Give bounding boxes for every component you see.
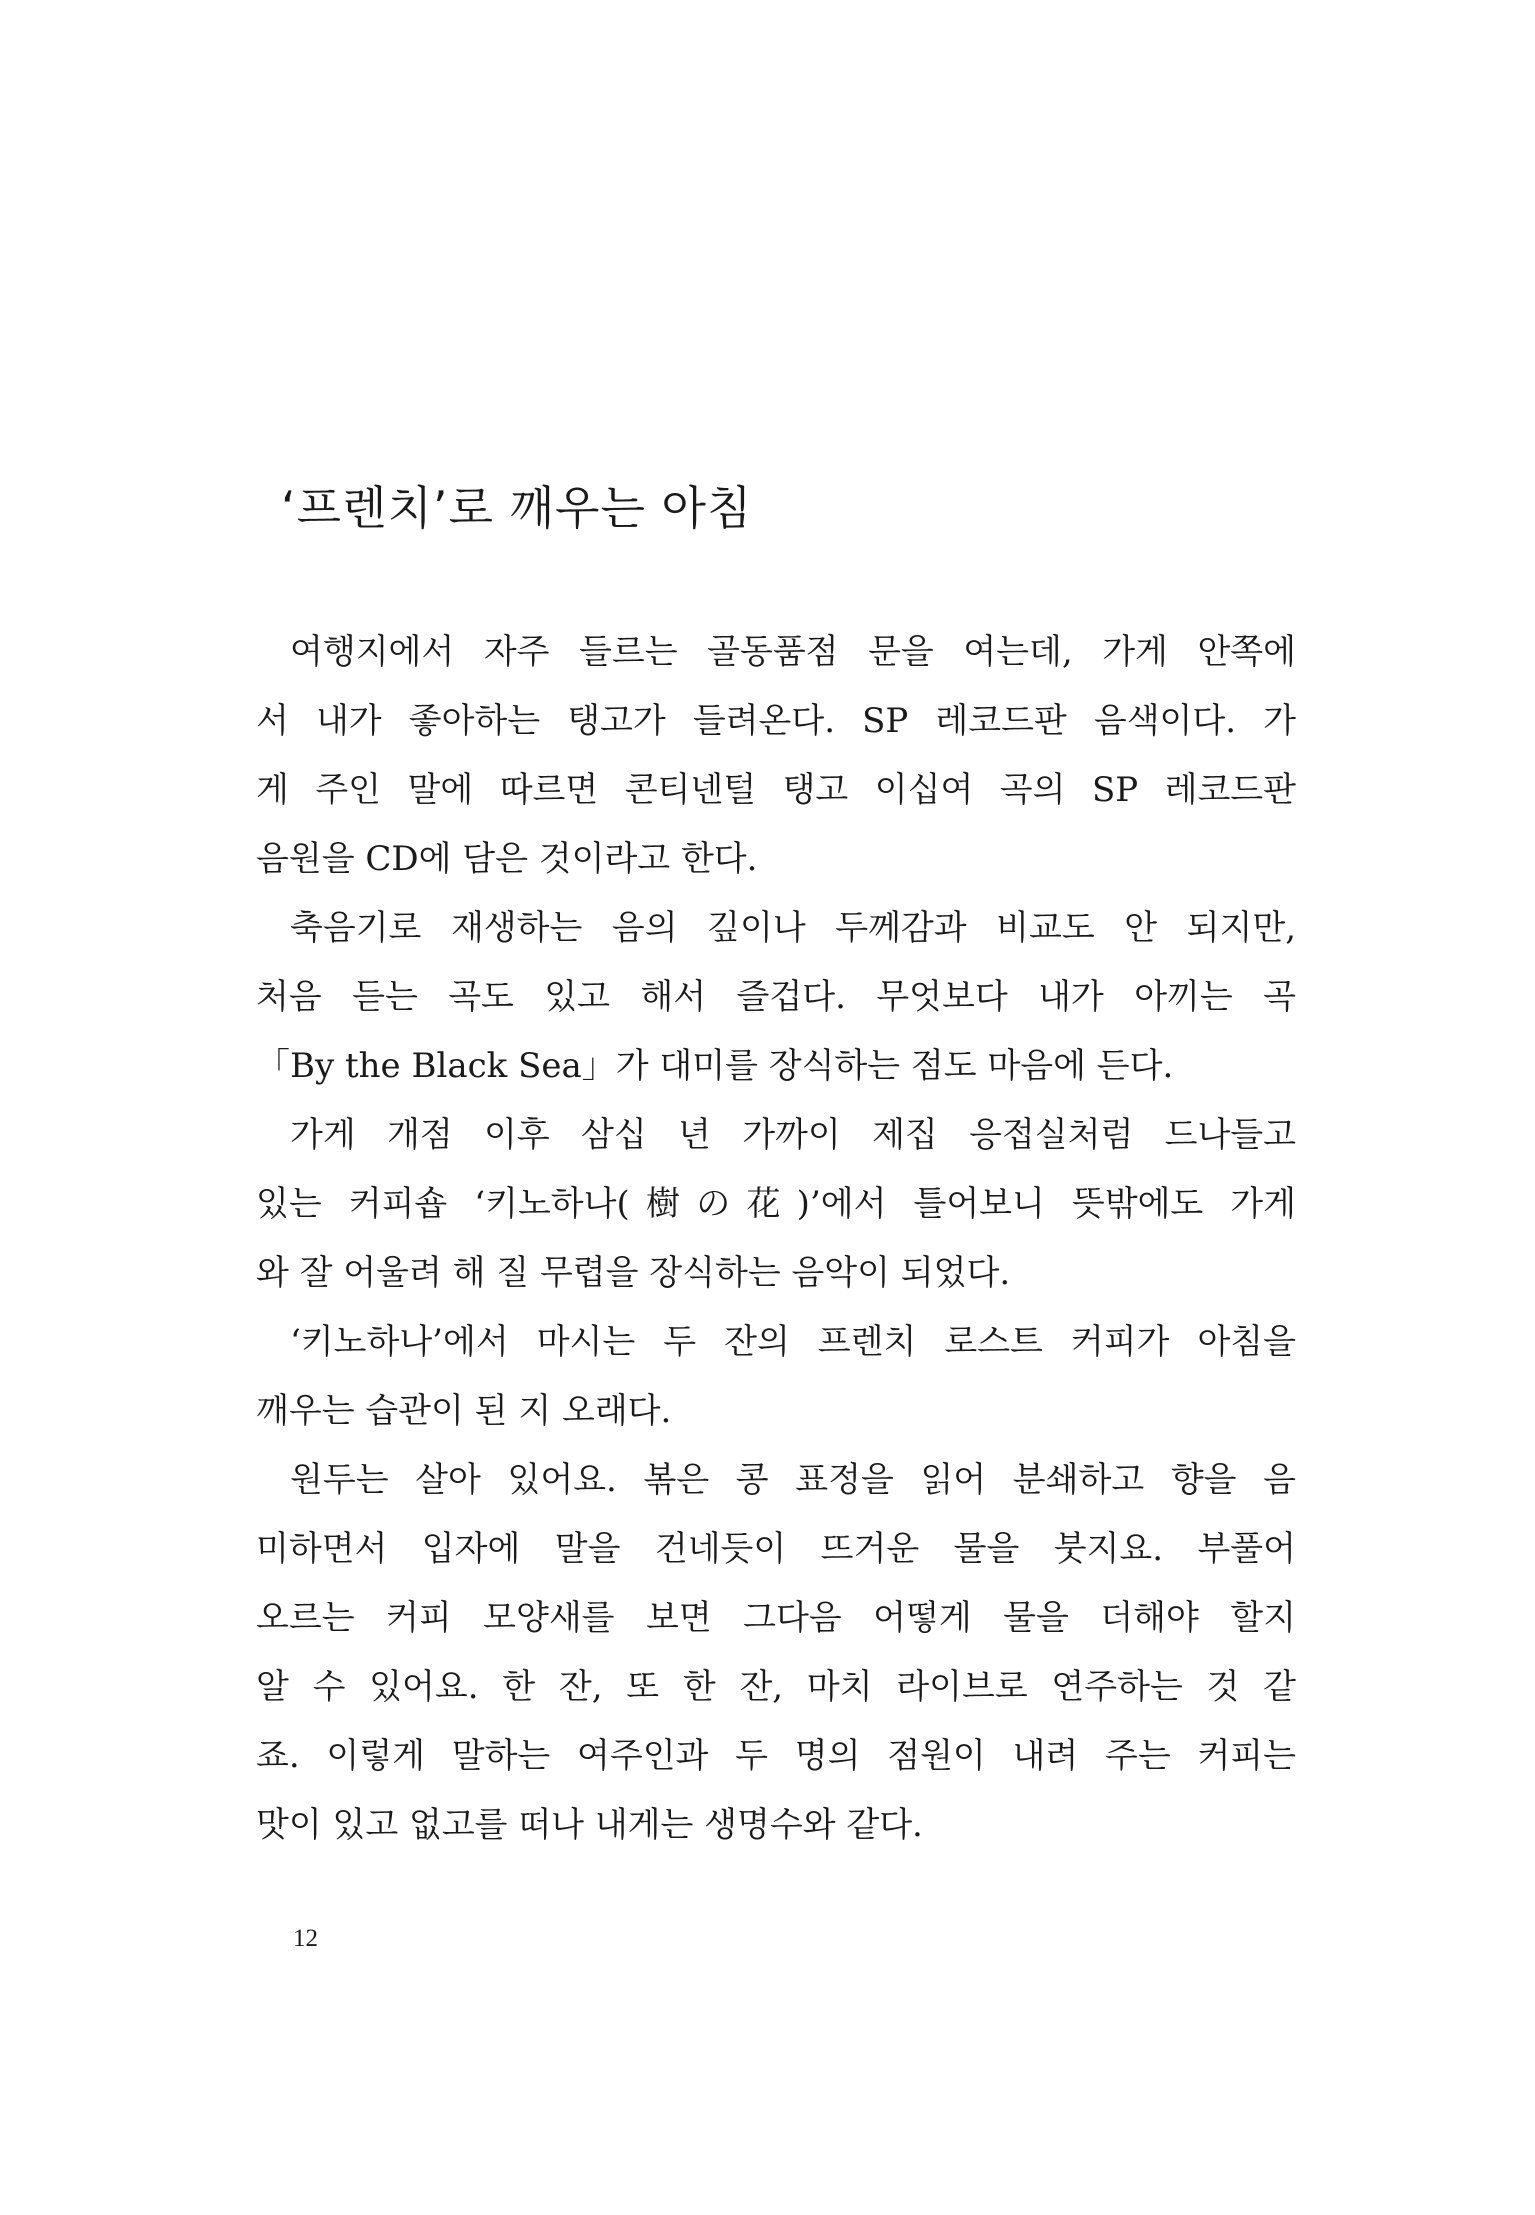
text-line: 알 수 있어요. 한 잔, 또 한 잔, 마치 라이브로 연주하는 것 같	[256, 1667, 1296, 1707]
text-line: 있는 커피숍 ‘키노하나(樹の花)’에서 틀어보니 뜻밖에도 가게	[256, 1184, 1296, 1224]
chapter-title: ‘프렌치’로 깨우는 아침	[281, 481, 753, 535]
body-text	[256, 618, 1296, 1860]
text-line: 원두는 살아 있어요. 볶은 콩 표정을 읽어 분쇄하고 향을 음	[290, 1460, 1296, 1500]
text-line: 축음기로 재생하는 음의 깊이나 두께감과 비교도 안 되지만,	[290, 908, 1296, 948]
text-line: 음원을 CD에 담은 것이라고 한다.	[256, 839, 758, 879]
page-number: 12	[293, 1925, 318, 1952]
text-line: ‘키노하나’에서 마시는 두 잔의 프렌치 로스트 커피가 아침을	[290, 1322, 1296, 1362]
text-line: 맛이 있고 없고를 떠나 내게는 생명수와 같다.	[256, 1805, 923, 1845]
text-line: 가게 개점 이후 삼십 년 가까이 제집 응접실처럼 드나들고	[290, 1115, 1296, 1155]
text-line: 와 잘 어울려 해 질 무렵을 장식하는 음악이 되었다.	[256, 1253, 1011, 1293]
text-line: 오르는 커피 모양새를 보면 그다음 어떻게 물을 더해야 할지	[256, 1598, 1296, 1638]
text-line: 깨우는 습관이 된 지 오래다.	[256, 1391, 672, 1431]
text-line: 게 주인 말에 따르면 콘티넨털 탱고 이십여 곡의 SP 레코드판	[256, 770, 1296, 810]
text-line: 여행지에서 자주 들르는 골동품점 문을 여는데, 가게 안쪽에	[290, 632, 1296, 672]
text-line: 「By the Black Sea」가 대미를 장식하는 점도 마음에 든다.	[256, 1046, 1174, 1086]
text-line: 미하면서 입자에 말을 건네듯이 뜨거운 물을 붓지요. 부풀어	[256, 1529, 1296, 1569]
text-line: 죠. 이렇게 말하는 여주인과 두 명의 점원이 내려 주는 커피는	[256, 1736, 1296, 1776]
text-line: 처음 듣는 곡도 있고 해서 즐겁다. 무엇보다 내가 아끼는 곡	[256, 977, 1296, 1017]
text-line: 서 내가 좋아하는 탱고가 들려온다. SP 레코드판 음색이다. 가	[256, 701, 1296, 741]
